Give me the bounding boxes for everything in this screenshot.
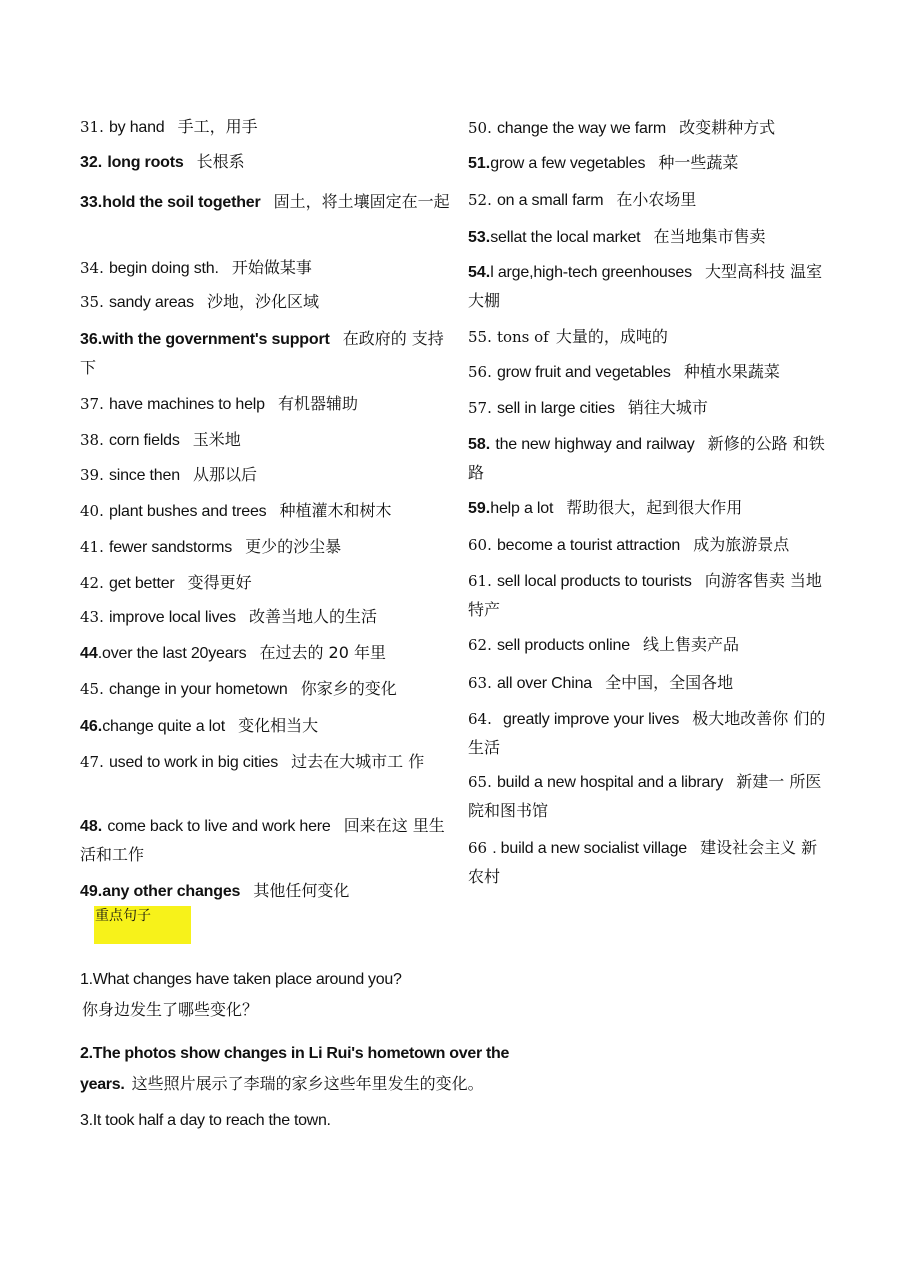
item-english: the new highway and railway xyxy=(495,436,695,453)
item-number: 50. xyxy=(468,119,492,137)
vocab-item xyxy=(468,631,828,660)
item-number: 34. xyxy=(80,259,104,277)
item-english: begin doing sth. xyxy=(108,260,219,277)
item-chinese: 建设社会主义 新农村 xyxy=(468,838,818,886)
item-chinese: 改变耕种方式 xyxy=(679,118,776,137)
item-chinese: 过去在大城市工 作 xyxy=(291,752,425,771)
vocab-item xyxy=(80,254,450,283)
vocab-item xyxy=(80,569,450,598)
item-number: 33. xyxy=(80,194,103,211)
item-chinese: 你家乡的变化 xyxy=(300,679,397,698)
item-english: help a lot xyxy=(490,500,554,517)
item-english: tons of xyxy=(496,328,549,346)
item-english: sandy areas xyxy=(108,294,194,311)
sentence-item xyxy=(80,964,410,1025)
item-number: 55. xyxy=(468,328,492,346)
item-chinese: 线上售卖产品 xyxy=(643,635,740,654)
item-chinese: 在小农场里 xyxy=(616,190,697,209)
vocab-item xyxy=(468,494,828,523)
item-chinese: 种植灌木和树木 xyxy=(279,501,392,520)
item-english: sell local products to tourists xyxy=(496,573,692,590)
item-number: 58. xyxy=(468,436,491,453)
item-chinese: 大型高科技 温室大棚 xyxy=(468,262,823,310)
item-english: hold the soil together xyxy=(102,194,261,211)
vocab-item xyxy=(80,497,450,526)
item-number: 61. xyxy=(468,572,492,590)
item-number: 63. xyxy=(468,674,492,692)
item-number: 48. xyxy=(80,818,103,835)
sentence-item xyxy=(80,1105,540,1136)
item-chinese: 种一些蔬菜 xyxy=(658,153,739,172)
item-number: 65. xyxy=(468,773,492,791)
item-chinese: 其他任何变化 xyxy=(253,881,350,900)
sentence-english: 2.The photos show changes in Li Rui's hometown over the years. xyxy=(80,1045,510,1093)
item-chinese: 变化相当大 xyxy=(238,716,319,735)
item-english: greatly improve your lives xyxy=(502,711,680,728)
item-chinese: 固土，将土壤固定在一起 xyxy=(273,192,450,211)
vocab-item xyxy=(468,834,828,891)
item-number: 66 xyxy=(468,839,488,857)
item-english: have machines to help xyxy=(108,396,265,413)
sentence-english: 1.What changes have taken place around you? xyxy=(80,971,402,988)
item-number: 62. xyxy=(468,636,492,654)
sentence-chinese: 这些照片展示了李瑞的家乡这些年里发生的变化。 xyxy=(131,1074,484,1093)
item-number: 40. xyxy=(80,502,104,520)
item-chinese: 新修的公路 和铁路 xyxy=(468,434,825,482)
item-english: change the way we farm xyxy=(496,120,666,137)
item-chinese: 玉米地 xyxy=(192,430,241,449)
item-number: 36. xyxy=(80,331,103,348)
item-chinese: 全中国，全国各地 xyxy=(605,673,734,692)
vocab-item xyxy=(468,430,828,487)
item-number: 51. xyxy=(468,155,491,172)
vocab-item xyxy=(468,394,828,423)
sentence-item xyxy=(80,1038,540,1100)
item-english: build a new hospital and a library xyxy=(496,774,724,791)
item-english: .over the last 20years xyxy=(97,645,247,662)
item-english: l arge,high-tech greenhouses xyxy=(490,264,692,281)
vocab-item xyxy=(80,426,450,455)
item-number: 37. xyxy=(80,395,104,413)
item-chinese: 开始做某事 xyxy=(231,258,312,277)
item-english: . build a new socialist village xyxy=(492,840,687,857)
item-chinese: 有机器辅助 xyxy=(277,394,358,413)
item-english: corn fields xyxy=(108,432,180,449)
item-chinese: 大量的，成吨的 xyxy=(555,327,668,346)
sentence-chinese: 你身边发生了哪些变化？ xyxy=(82,1000,259,1019)
item-english: come back to live and work here xyxy=(107,818,331,835)
vocab-item xyxy=(80,712,450,741)
item-number: 43. xyxy=(80,608,104,626)
vocab-item xyxy=(80,639,450,668)
item-number: 32. xyxy=(80,154,103,171)
item-chinese: 在政府的 支持下 xyxy=(80,329,444,377)
item-chinese: 在过去的 20 年里 xyxy=(259,643,387,662)
key-sentences-heading: 重点句子 xyxy=(95,908,151,924)
vocab-item xyxy=(80,113,450,142)
vocab-item xyxy=(80,603,450,632)
item-english: change quite a lot xyxy=(102,718,225,735)
item-english: fewer sandstorms xyxy=(108,539,233,556)
item-number: 44 xyxy=(80,645,98,662)
item-chinese: 种植水果蔬菜 xyxy=(683,362,780,381)
vocab-item xyxy=(80,185,450,219)
vocab-item xyxy=(468,768,828,825)
vocab-item xyxy=(468,149,828,178)
item-chinese: 在当地集市售卖 xyxy=(653,227,766,246)
vocab-item xyxy=(80,325,450,382)
item-english: on a small farm xyxy=(496,192,604,209)
item-number: 52. xyxy=(468,191,492,209)
item-number: 54. xyxy=(468,264,491,281)
item-number: 35. xyxy=(80,293,104,311)
item-chinese: 从那以后 xyxy=(193,465,258,484)
vocab-item xyxy=(468,358,828,387)
item-english: grow a few vegetables xyxy=(490,155,646,172)
item-number: 47. xyxy=(80,753,104,771)
item-number: 60. xyxy=(468,536,492,554)
vocab-item xyxy=(80,877,450,906)
item-chinese: 极大地改善你 们的生活 xyxy=(468,709,826,757)
item-english: become a tourist attraction xyxy=(496,537,681,554)
item-english: change in your hometown xyxy=(108,681,288,698)
item-chinese: 更少的沙尘暴 xyxy=(245,537,342,556)
vocab-item xyxy=(80,533,450,562)
vocab-item xyxy=(80,748,450,777)
item-english: sell in large cities xyxy=(496,400,615,417)
item-number: 53. xyxy=(468,229,491,246)
vocab-item xyxy=(80,148,450,177)
item-number: 45. xyxy=(80,680,104,698)
item-number: 42. xyxy=(80,574,104,592)
item-chinese: 手工，用手 xyxy=(177,117,258,136)
item-english: any other changes xyxy=(102,883,241,900)
item-number: 49. xyxy=(80,883,103,900)
item-chinese: 成为旅游景点 xyxy=(693,535,790,554)
item-chinese: 向游客售卖 当地特产 xyxy=(468,571,822,619)
vocab-item xyxy=(80,390,450,419)
item-english: since then xyxy=(108,467,180,484)
vocab-item xyxy=(468,323,828,351)
item-number: 56. xyxy=(468,363,492,381)
item-chinese: 沙地，沙化区域 xyxy=(207,292,320,311)
item-chinese: 帮助很大，起到很大作用 xyxy=(566,498,743,517)
vocab-item xyxy=(468,669,828,698)
item-number: 57. xyxy=(468,399,492,417)
vocab-item xyxy=(468,223,828,252)
vocab-item xyxy=(80,812,450,869)
item-english: plant bushes and trees xyxy=(108,503,267,520)
item-chinese: 长根系 xyxy=(196,152,245,171)
vocab-item xyxy=(468,531,828,560)
item-chinese: 变得更好 xyxy=(187,573,252,592)
item-english: grow fruit and vegetables xyxy=(496,364,671,381)
item-english: with the government's support xyxy=(102,331,330,348)
item-english: get better xyxy=(108,575,175,592)
item-chinese: 新建一 所医院和图书馆 xyxy=(468,772,822,820)
item-chinese: 改善当地人的生活 xyxy=(248,607,377,626)
item-number: 59. xyxy=(468,500,491,517)
item-number: 39. xyxy=(80,466,104,484)
item-english: long roots xyxy=(107,154,184,171)
vocab-item xyxy=(468,705,828,762)
item-english: all over China xyxy=(496,675,592,692)
item-number: 38. xyxy=(80,431,104,449)
vocab-item xyxy=(468,567,828,624)
item-english: used to work in big cities xyxy=(108,754,279,771)
vocab-item xyxy=(80,675,450,704)
item-english: sell products online xyxy=(496,637,630,654)
item-chinese: 回来在这 里生活和工作 xyxy=(80,816,445,864)
item-english: sellat the local market xyxy=(490,229,641,246)
item-chinese: 销往大城市 xyxy=(627,398,708,417)
vocab-item xyxy=(468,186,828,215)
vocab-item xyxy=(80,288,450,317)
vocab-item xyxy=(468,114,828,143)
item-number: 64. xyxy=(468,710,492,728)
item-number: 31. xyxy=(80,118,104,136)
item-english: by hand xyxy=(108,119,165,136)
item-number: 46. xyxy=(80,718,103,735)
sentence-english: 3.It took half a day to reach the town. xyxy=(80,1112,331,1129)
vocab-item xyxy=(80,461,450,490)
item-english: improve local lives xyxy=(108,609,236,626)
vocab-item xyxy=(468,258,828,315)
item-number: 41. xyxy=(80,538,104,556)
